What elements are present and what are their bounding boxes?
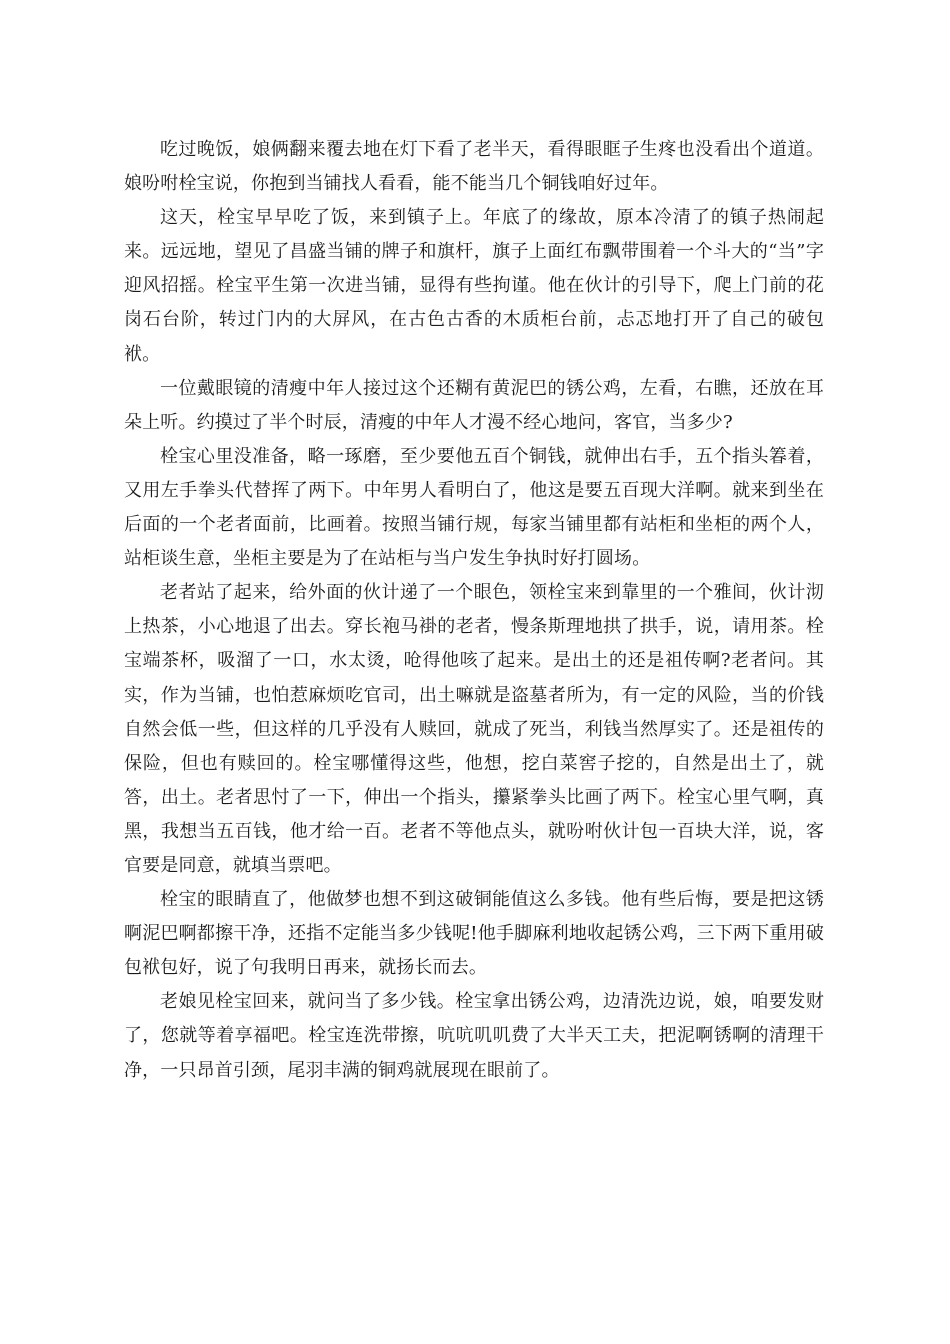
paragraph: 这天，栓宝早早吃了饭，来到镇子上。年底了的缘故，原本冷清了的镇子热闹起来。远远地，望见了昌盛当铺的牌子和旗杆，旗子上面红布飘带围着一个斗大的“当”字迎风招摇。栓宝平生第一次进当铺，显得有些拘谨。他在伙计的引导下，爬上门前的花岗石台阶，转过门内的大屏风，在古色古香的木质柜台前，忐忑地打开了自己的破包袱。 [124, 207, 824, 365]
paragraph: 栓宝心里没准备，略一琢磨，至少要他五百个铜钱，就伸出右手，五个指头箺着，又用左手拳头代替挥了两下。中年男人看明白了，他这是要五百现大洋啊。就来到坐在后面的一个老者面前，比画着。按照当铺行规，每家当铺里都有站柜和坐柜的两个人，站柜谈生意，坐柜主要是为了在站柜与当户发生争执时好打圆场。 [124, 445, 824, 570]
paragraph: 栓宝的眼睛直了，他做梦也想不到这破铜能值这么多钱。他有些后悔，要是把这锈啊泥巴啊都擦干净，还指不定能当多少钱呢!他手脚麻利地收起锈公鸡，三下两下重用破包袱包好，说了句我明日再来，就扬长而去。 [124, 889, 824, 979]
paragraph: 老者站了起来，给外面的伙计递了一个眼色，领栓宝来到靠里的一个雅间，伙计沏上热茶，小心地退了出去。穿长袍马褂的老者，慢条斯理地拱了拱手，说，请用茶。栓宝端茶杯，吸溜了一口，水太烫，呛得他咳了起来。是出土的还是祖传啊?老者问。其实，作为当铺，也怕惹麻烦吃官司，出土嘛就是盗墓者所为，有一定的风险，当的价钱自然会低一些，但这样的几乎没有人赎回，就成了死当，利钱当然厚实了。还是祖传的保险，但也有赎回的。栓宝哪懂得这些，他想，挖白菜窖子挖的，自然是出土了，就答，出土。老者思忖了一下，伸出一个指头，攥紧拳头比画了两下。栓宝心里气啊，真黑，我想当五百钱，他才给一百。老者不等他点头，就吩咐伙计包一百块大洋，说，客官要是同意，就填当票吧。 [124, 582, 824, 876]
paragraph: 一位戴眼镜的清瘦中年人接过这个还糊有黄泥巴的锈公鸡，左看，右瞧，还放在耳朵上听。约摸过了半个时辰，清瘦的中年人才漫不经心地问，客官，当多少? [124, 377, 824, 433]
paragraph: 吃过晚饭，娘俩翻来覆去地在灯下看了老半天，看得眼眶子生疼也没看出个道道。娘吩咐栓宝说，你抱到当铺找人看看，能不能当几个铜钱咱好过年。 [124, 139, 824, 195]
paragraph: 老娘见栓宝回来，就问当了多少钱。栓宝拿出锈公鸡，边清洗边说，娘，咱要发财了，您就等着享福吧。栓宝连洗带擦，吭吭叽叽费了大半天工夫，把泥啊锈啊的清理干净，一只昂首引颈，尾羽丰满的铜鸡就展现在眼前了。 [124, 991, 824, 1081]
article-body [124, 133, 824, 1088]
